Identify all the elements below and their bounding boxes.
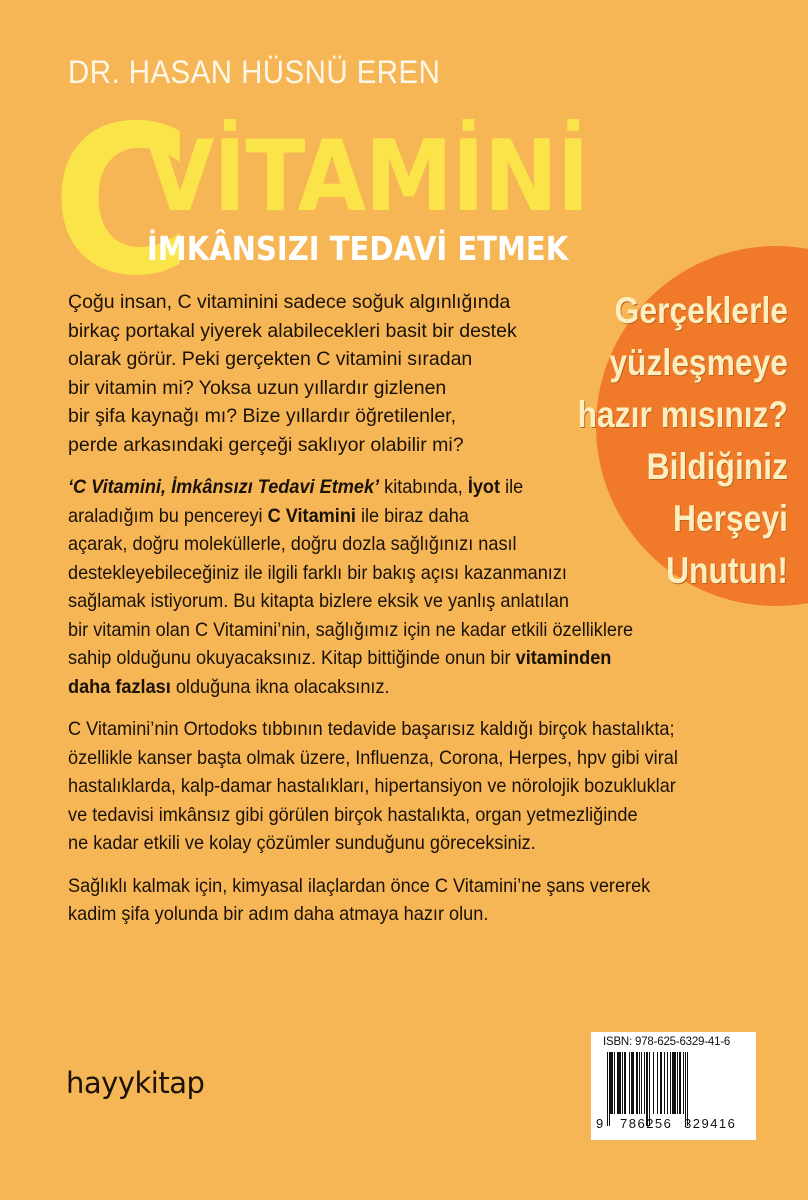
blurb-text [68, 288, 788, 943]
text-line: Çoğu insan, C vitaminini sadece soğuk algınlığında [68, 291, 511, 313]
title-letter-c: C [52, 83, 192, 321]
book-subtitle: İMKÂNSIZI TEDAVİ ETMEK [147, 229, 569, 268]
text-span: ile [500, 476, 524, 498]
text-line: perde arkasındaki gerçeği saklıyor olabilir mi? [68, 433, 464, 456]
text-span: ile biraz daha [355, 504, 469, 527]
bold-text: C Vitamini [267, 504, 356, 527]
text-line [68, 673, 738, 702]
text-line: bir vitamin olan C Vitamini’nin, sağlığımız için ne kadar etkili özelliklere [68, 618, 634, 641]
text-line: ne kadar etkili ve kolay çözümler sunduğunu göreceksiniz. [68, 832, 536, 854]
blurb-paragraph-3 [68, 715, 788, 858]
slogan-line: hazır mısınız? [577, 394, 788, 435]
blurb-paragraph-1 [68, 288, 788, 459]
text-line: özellikle kanser başta olmak üzere, Influenza, Corona, Herpes, hpv gibi viral [68, 746, 678, 769]
text-line: bir şifa kaynağı mı? Bize yıllardır öğretilenler, [68, 405, 457, 427]
publisher-logo: hayykitap [66, 1066, 205, 1100]
text-line: hastalıklarda, kalp-damar hastalıkları, hipertansiyon ve nörolojik bozukluklar [68, 775, 676, 797]
text-span: sahip olduğunu okuyacaksınız. Kitap bittiğinde onun bir [68, 647, 516, 669]
barcode-bars [607, 1052, 747, 1120]
text-span: olduğuna ikna olacaksınız. [170, 675, 390, 698]
text-line: Sağlıklı kalmak için, kimyasal ilaçlardan önce C Vitamini’ne şans vererek [68, 874, 651, 897]
slogan-line: Bildiğiniz [646, 446, 788, 487]
isbn-label: ISBN: 978-625-6329-41-6 [603, 1036, 731, 1048]
text-line [68, 502, 738, 531]
slogan-line: yüzleşmeye [609, 342, 788, 383]
related-book-reference: İyot [467, 476, 501, 498]
text-line: olarak görür. Peki gerçekten C vitamini sıradan [68, 348, 473, 370]
barcode-bar [687, 1052, 688, 1126]
barcode-digit-first: 9 [596, 1116, 605, 1131]
slogan-line: Gerçeklerle [614, 290, 788, 331]
text-line [68, 644, 738, 673]
text-line: sağlamak istiyorum. Bu kitapta bizlere eksik ve yanlış anlatılan [68, 590, 569, 612]
bold-text: vitaminden [515, 647, 612, 669]
text-line: birkaç portakal yiyerek alabilecekleri basit bir destek [68, 319, 517, 342]
isbn-barcode [591, 1032, 756, 1140]
book-title: VİTAMİNİ [146, 120, 589, 234]
slogan-line: Herşeyi [673, 498, 788, 539]
text-line [68, 473, 738, 502]
text-span: kitabında, [379, 476, 468, 498]
text-line: açarak, doğru moleküllerle, doğru dozla sağlığınızı nasıl [68, 533, 517, 555]
text-line: kadim şifa yolunda bir adım daha atmaya hazır olun. [68, 903, 489, 925]
text-span: araladığım bu pencereyi [68, 504, 268, 527]
author-name: DR. HASAN HÜSNÜ EREN [68, 54, 441, 90]
blurb-paragraph-2 [68, 473, 788, 701]
bold-text: daha fazlası [68, 675, 171, 698]
barcode-digits-left: 786256 [620, 1116, 673, 1131]
book-title-reference: ‘C Vitamini, İmkânsızı Tedavi Etmek’ [68, 476, 380, 498]
slogan-line: Unutun! [666, 550, 788, 591]
barcode-digits-right: 329416 [684, 1116, 737, 1131]
text-line: ve tedavisi imkânsız gibi görülen birçok hastalıkta, organ yetmezliğinde [68, 803, 638, 826]
text-line: C Vitamini’nin Ortodoks tıbbının tedavide başarısız kaldığı birçok hastalıkta; [68, 718, 675, 740]
text-line: bir vitamin mi? Yoksa uzun yıllardır gizlenen [68, 376, 447, 399]
text-line: destekleyebileceğiniz ile ilgili farklı bir bakış açısı kazanmanızı [68, 561, 567, 584]
blurb-paragraph-4 [68, 872, 788, 929]
